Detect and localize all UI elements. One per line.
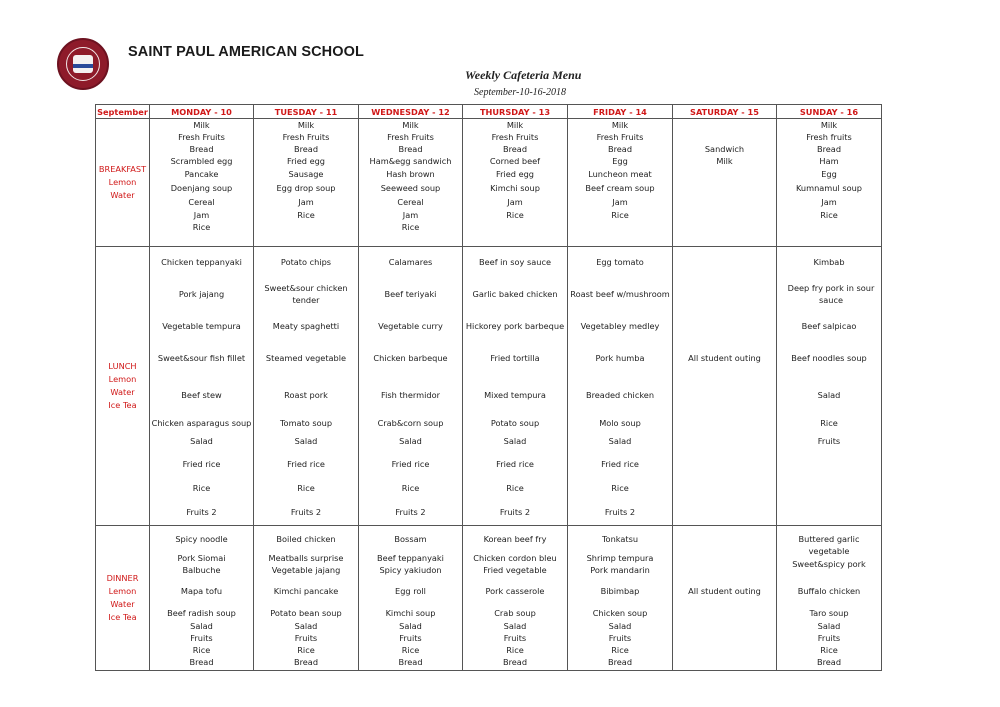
menu-item: Deep fry pork in sour sauce (787, 283, 875, 305)
menu-item: Fried vegetable (483, 565, 547, 575)
menu-item: Bread (502, 657, 528, 667)
menu-item: Fruits (817, 436, 841, 446)
dinner-sunday (777, 526, 882, 671)
menu-item: Fresh Fruits (491, 132, 539, 142)
dinner-thursday (463, 526, 568, 671)
menu-item: Fresh Fruits (282, 132, 330, 142)
menu-item: Bread (607, 144, 633, 154)
menu-item: Milk (716, 156, 733, 166)
lunch-label-line: LUNCH (108, 361, 137, 371)
lunch-label-line: Water (110, 387, 135, 397)
menu-item: Rice (192, 222, 211, 232)
menu-item: Chicken soup (592, 608, 648, 618)
dinner-row (96, 526, 882, 671)
menu-item: Rice (611, 483, 629, 493)
header-wednesday: WEDNESDAY - 12 (359, 105, 463, 119)
menu-item: Fruits (817, 633, 841, 643)
menu-item: Fruits (294, 633, 318, 643)
menu-item: Salad (608, 436, 632, 446)
menu-item: Salad (608, 621, 632, 631)
menu-item: Doenjang soup (170, 183, 233, 193)
menu-item: Kimbab (813, 257, 845, 267)
menu-item: Roast pork (284, 390, 328, 400)
menu-item: Beef radish soup (167, 608, 236, 618)
menu-item: Roast beef w/mushroom (570, 289, 670, 299)
menu-item: Fried rice (182, 459, 221, 469)
menu-item: Fresh Fruits (596, 132, 644, 142)
header-row (96, 105, 882, 119)
menu-item: Corned beef (489, 156, 541, 166)
menu-item: Hickorey pork barbeque (465, 321, 565, 331)
menu-item: Salad (817, 390, 841, 400)
menu-item: Milk (820, 120, 838, 130)
menu-item: Fried rice (391, 459, 430, 469)
header-tuesday: TUESDAY - 11 (254, 105, 359, 119)
menu-item: Fried tortilla (490, 353, 540, 363)
menu-item: Buttered garlic vegetable (798, 534, 860, 556)
menu-item: Salad (190, 621, 213, 631)
menu-item: Rice (297, 645, 315, 655)
menu-item: Spicy yakiudon (379, 565, 442, 575)
menu-item: Chicken teppanyaki (161, 257, 242, 267)
menu-item: Tomato soup (279, 418, 333, 428)
breakfast-label (96, 119, 150, 247)
header-saturday: SATURDAY - 15 (673, 105, 777, 119)
menu-item: Pork Siomai (177, 553, 226, 563)
breakfast-wednesday (359, 119, 463, 247)
menu-item: Fruits 2 (186, 507, 217, 517)
menu-item: Taro soup (809, 608, 849, 618)
menu-item: Potato chips (280, 257, 332, 267)
menu-item: Rice (297, 210, 315, 220)
menu-item: Mapa tofu (180, 586, 223, 596)
menu-item: Milk (611, 120, 629, 130)
menu-item: Ham (819, 156, 839, 166)
menu-item: Rice (820, 210, 838, 220)
menu-item: Cereal (188, 197, 215, 207)
menu-item: Beef teppanyaki (377, 553, 444, 563)
menu-item: Molo soup (599, 418, 641, 428)
lunch-wednesday (359, 247, 463, 526)
menu-item: Beef cream soup (585, 183, 655, 193)
breakfast-label-line: Lemon (108, 177, 137, 187)
menu-item: Fried egg (286, 156, 326, 166)
menu-item: Buffalo chicken (797, 586, 861, 596)
menu-item: Salad (817, 621, 841, 631)
lunch-friday (568, 247, 673, 526)
school-seal-logo (57, 38, 109, 90)
menu-item: Shrimp tempura (586, 553, 654, 563)
menu-item: Chicken barbeque (373, 353, 448, 363)
menu-table (95, 104, 882, 671)
menu-item: Bread (189, 657, 214, 667)
menu-item: Jam (298, 197, 314, 207)
menu-item: Korean beef fry (483, 534, 547, 544)
menu-item: Sweet&spicy pork (792, 559, 866, 569)
menu-item: Meatballs surprise (268, 553, 344, 563)
menu-item: Fruits (399, 633, 422, 643)
dinner-friday (568, 526, 673, 671)
menu-item: Milk (193, 120, 210, 130)
dinner-label-line: Ice Tea (108, 612, 137, 622)
menu-item: Pork humba (595, 353, 645, 363)
header-sunday: SUNDAY - 16 (777, 105, 882, 119)
menu-item: Bread (293, 144, 319, 154)
lunch-label (96, 247, 150, 526)
menu-item: Crab&corn soup (377, 418, 444, 428)
header-month: September (97, 106, 148, 117)
menu-item: Potato soup (490, 418, 540, 428)
menu-item: Salad (190, 436, 213, 446)
lunch-label-line: Lemon (108, 374, 137, 384)
menu-item: Fried rice (601, 459, 639, 469)
menu-item: Bread (293, 657, 319, 667)
dinner-label-line: DINNER (106, 573, 139, 583)
menu-item: Bibimbap (600, 586, 640, 596)
menu-item: Beef teriyaki (384, 289, 437, 299)
menu-item: Fresh Fruits (178, 132, 225, 142)
menu-item: Scrambled egg (170, 156, 233, 166)
school-name: SAINT PAUL AMERICAN SCHOOL (128, 44, 364, 60)
menu-item: Kimchi soup (490, 183, 540, 193)
menu-item: Vegetable tempura (162, 321, 241, 331)
menu-item: Sausage (288, 169, 324, 179)
menu-item: Vegetabley medley (580, 321, 660, 331)
header-monday: MONDAY - 10 (150, 105, 254, 119)
menu-item: Cereal (397, 197, 424, 207)
menu-item: Salad (294, 621, 318, 631)
menu-item: Hash brown (386, 169, 435, 179)
menu-item: Beef stew (181, 390, 222, 400)
menu-item: Fruits 2 (604, 507, 636, 517)
menu-item: Fruits (503, 633, 527, 643)
menu-date: September-10-16-2018 (474, 87, 566, 98)
breakfast-saturday (673, 119, 777, 247)
menu-item: Rice (401, 645, 420, 655)
dinner-saturday (673, 526, 777, 671)
menu-item: Bread (816, 144, 842, 154)
breakfast-label-line: Water (110, 190, 135, 200)
menu-item: Rice (820, 418, 838, 428)
menu-item: Milk (402, 120, 419, 130)
menu-item: Vegetable curry (378, 321, 443, 331)
dinner-wednesday (359, 526, 463, 671)
menu-item: Meaty spaghetti (272, 321, 340, 331)
menu-item: All student outing (688, 353, 761, 363)
menu-item: Salad (399, 436, 422, 446)
menu-item: Salad (503, 621, 527, 631)
dinner-label-line: Lemon (108, 586, 137, 596)
menu-item: Mixed tempura (484, 390, 546, 400)
breakfast-row (96, 119, 882, 247)
menu-item: Fried rice (287, 459, 325, 469)
menu-item: Luncheon meat (588, 169, 652, 179)
header-thursday: THURSDAY - 13 (463, 105, 568, 119)
menu-item: Beef noodles soup (791, 353, 867, 363)
menu-item: Fried rice (496, 459, 534, 469)
menu-item: Bread (816, 657, 842, 667)
menu-item: Jam (821, 197, 837, 207)
menu-item: Jam (507, 197, 523, 207)
lunch-thursday (463, 247, 568, 526)
menu-item: Fruits (608, 633, 632, 643)
menu-item: Bread (189, 144, 214, 154)
menu-item: Fruits 2 (290, 507, 322, 517)
menu-item: Potato bean soup (270, 608, 342, 618)
menu-item: Vegetable jajang (271, 565, 341, 575)
menu-item: Bread (398, 657, 423, 667)
lunch-label-line: Ice Tea (108, 400, 137, 410)
menu-item: Kimchi soup (385, 608, 436, 618)
dinner-label (96, 526, 150, 671)
menu-item: Beef in soy sauce (479, 257, 551, 267)
menu-item: Beef salpicao (801, 321, 857, 331)
menu-item: Rice (611, 645, 629, 655)
menu-item: Tonkatsu (601, 534, 639, 544)
menu-item: Bread (398, 144, 423, 154)
menu-item: Rice (820, 645, 838, 655)
breakfast-tuesday (254, 119, 359, 247)
menu-item: Fruits (190, 633, 213, 643)
menu-item: Jam (612, 197, 628, 207)
menu-item: Milk (506, 120, 524, 130)
menu-item: Egg (612, 156, 628, 166)
menu-item: Pork casserole (485, 586, 545, 596)
menu-item: Pork jajang (178, 289, 225, 299)
menu-item: Kimchi pancake (273, 586, 339, 596)
menu-item: Salad (294, 436, 318, 446)
menu-item: Egg drop soup (276, 183, 336, 193)
menu-item: Rice (192, 483, 211, 493)
menu-item: Fruits 2 (499, 507, 531, 517)
menu-item: Jam (193, 210, 210, 220)
breakfast-sunday (777, 119, 882, 247)
menu-item: Boiled chicken (276, 534, 336, 544)
menu-item: Egg roll (395, 586, 426, 596)
menu-item: Egg (821, 169, 837, 179)
menu-item: Salad (399, 621, 422, 631)
menu-item: Jam (402, 210, 419, 220)
breakfast-friday (568, 119, 673, 247)
menu-item: Sweet&sour chicken tender (264, 283, 348, 305)
dinner-tuesday (254, 526, 359, 671)
breakfast-monday (150, 119, 254, 247)
menu-item: All student outing (688, 586, 761, 596)
menu-item: Rice (506, 645, 524, 655)
lunch-monday (150, 247, 254, 526)
menu-item: Rice (192, 645, 211, 655)
menu-item: Crab soup (494, 608, 536, 618)
menu-item: Fruits 2 (395, 507, 426, 517)
menu-item: Rice (506, 210, 524, 220)
menu-item: Balbuche (182, 565, 221, 575)
menu-item: Fried egg (495, 169, 535, 179)
menu-item: Chicken asparagus soup (151, 418, 252, 428)
menu-item: Rice (611, 210, 629, 220)
seal-banner (73, 64, 93, 68)
menu-item: Rice (401, 222, 420, 232)
menu-item: Bread (607, 657, 633, 667)
menu-title: Weekly Cafeteria Menu (465, 68, 582, 82)
menu-item: Egg tomato (596, 257, 644, 267)
menu-item: Chicken cordon bleu (473, 553, 557, 563)
menu-item: Milk (297, 120, 315, 130)
menu-item: Bread (502, 144, 528, 154)
menu-item: Fresh fruits (806, 132, 852, 142)
dinner-label-line: Water (110, 599, 135, 609)
lunch-row (96, 247, 882, 526)
lunch-sunday (777, 247, 882, 526)
dinner-monday (150, 526, 254, 671)
menu-item: Breaded chicken (585, 390, 655, 400)
menu-item: Calamares (388, 257, 433, 267)
menu-item: Seeweed soup (380, 183, 441, 193)
header-friday: FRIDAY - 14 (568, 105, 673, 119)
menu-item: Pork mandarin (590, 565, 650, 575)
menu-item: Ham&egg sandwich (369, 156, 452, 166)
menu-item: Steamed vegetable (265, 353, 347, 363)
menu-item: Sweet&sour fish fillet (157, 353, 246, 363)
menu-item: Garlic baked chicken (472, 289, 558, 299)
menu-item: Rice (297, 483, 315, 493)
menu-item: Fish thermidor (381, 390, 440, 400)
menu-item: Salad (503, 436, 527, 446)
menu-item: Rice (506, 483, 524, 493)
menu-item: Sandwich (704, 144, 745, 154)
menu-item: Bossam (394, 534, 427, 544)
breakfast-thursday (463, 119, 568, 247)
menu-item: Pancake (184, 169, 219, 179)
menu-item: Fresh Fruits (387, 132, 434, 142)
menu-item: Spicy noodle (175, 534, 228, 544)
menu-item: Rice (401, 483, 420, 493)
lunch-saturday (673, 247, 777, 526)
menu-item: Kumnamul soup (795, 183, 863, 193)
lunch-tuesday (254, 247, 359, 526)
breakfast-label-line: BREAKFAST (98, 164, 147, 174)
